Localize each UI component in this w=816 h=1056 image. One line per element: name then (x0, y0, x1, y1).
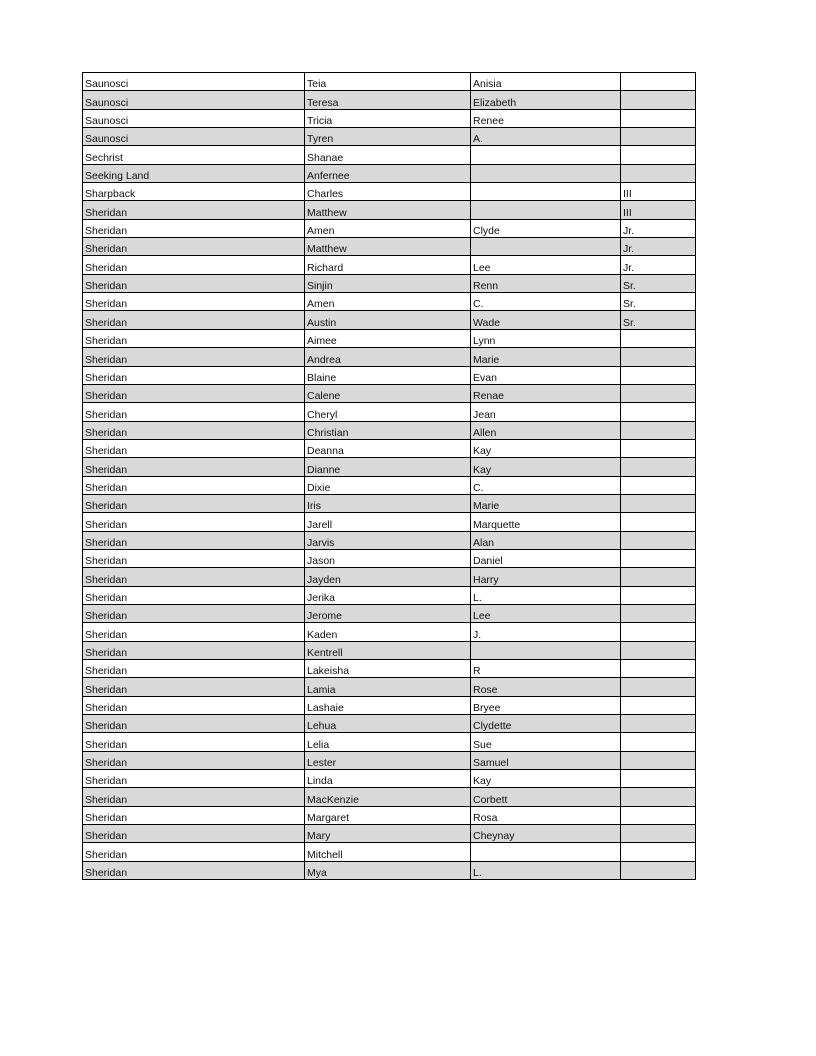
table-row (83, 366, 696, 384)
table-row (83, 770, 696, 788)
table-row (83, 238, 696, 256)
middle-name-cell: Marie (471, 348, 621, 366)
middle-name-cell: Evan (471, 366, 621, 384)
suffix-cell (621, 366, 696, 384)
last-name-cell: Sheridan (83, 476, 305, 494)
first-name-cell: Matthew (305, 238, 471, 256)
middle-name-cell: Allen (471, 421, 621, 439)
suffix-cell (621, 329, 696, 347)
suffix-cell (621, 604, 696, 622)
first-name-cell: Sinjin (305, 274, 471, 292)
table-row (83, 678, 696, 696)
last-name-cell: Saunosci (83, 91, 305, 109)
first-name-cell: Deanna (305, 439, 471, 457)
last-name-cell: Sheridan (83, 366, 305, 384)
suffix-cell (621, 678, 696, 696)
suffix-cell (621, 715, 696, 733)
last-name-cell: Sheridan (83, 751, 305, 769)
first-name-cell: Lamia (305, 678, 471, 696)
suffix-cell (621, 751, 696, 769)
suffix-cell (621, 696, 696, 714)
table-row (83, 458, 696, 476)
suffix-cell (621, 421, 696, 439)
first-name-cell: Richard (305, 256, 471, 274)
suffix-cell (621, 623, 696, 641)
first-name-cell: Tricia (305, 109, 471, 127)
suffix-cell (621, 788, 696, 806)
middle-name-cell: Kay (471, 770, 621, 788)
first-name-cell: Teresa (305, 91, 471, 109)
table-row (83, 825, 696, 843)
table-row (83, 439, 696, 457)
first-name-cell: Kaden (305, 623, 471, 641)
last-name-cell: Sheridan (83, 623, 305, 641)
last-name-cell: Sheridan (83, 715, 305, 733)
first-name-cell: Lehua (305, 715, 471, 733)
table-row (83, 311, 696, 329)
middle-name-cell: Corbett (471, 788, 621, 806)
last-name-cell: Sheridan (83, 329, 305, 347)
middle-name-cell (471, 146, 621, 164)
first-name-cell: Cheryl (305, 403, 471, 421)
table-row (83, 531, 696, 549)
middle-name-cell: Marquette (471, 513, 621, 531)
table-row (83, 641, 696, 659)
first-name-cell: Jerome (305, 604, 471, 622)
first-name-cell: Lelia (305, 733, 471, 751)
middle-name-cell: Clydette (471, 715, 621, 733)
last-name-cell: Saunosci (83, 128, 305, 146)
first-name-cell: Christian (305, 421, 471, 439)
middle-name-cell: Clyde (471, 219, 621, 237)
middle-name-cell: Jean (471, 403, 621, 421)
middle-name-cell: R (471, 660, 621, 678)
middle-name-cell: Marie (471, 494, 621, 512)
middle-name-cell: Samuel (471, 751, 621, 769)
last-name-cell: Sheridan (83, 311, 305, 329)
table-row (83, 660, 696, 678)
last-name-cell: Sheridan (83, 843, 305, 861)
table-row (83, 586, 696, 604)
first-name-cell: Jarvis (305, 531, 471, 549)
table-row (83, 861, 696, 879)
first-name-cell: Matthew (305, 201, 471, 219)
last-name-cell: Sheridan (83, 384, 305, 402)
first-name-cell: Tyren (305, 128, 471, 146)
middle-name-cell: Lee (471, 256, 621, 274)
suffix-cell (621, 733, 696, 751)
first-name-cell: Jason (305, 549, 471, 567)
middle-name-cell (471, 183, 621, 201)
table-row (83, 843, 696, 861)
table-row (83, 219, 696, 237)
suffix-cell (621, 549, 696, 567)
last-name-cell: Sheridan (83, 219, 305, 237)
first-name-cell: Anfernee (305, 164, 471, 182)
last-name-cell: Sheridan (83, 861, 305, 879)
first-name-cell: Dixie (305, 476, 471, 494)
table-row (83, 293, 696, 311)
middle-name-cell: Rosa (471, 806, 621, 824)
suffix-cell: Sr. (621, 274, 696, 292)
first-name-cell: Mitchell (305, 843, 471, 861)
suffix-cell: Sr. (621, 311, 696, 329)
table-row (83, 751, 696, 769)
suffix-cell (621, 109, 696, 127)
first-name-cell: Jerika (305, 586, 471, 604)
suffix-cell (621, 641, 696, 659)
table-row (83, 513, 696, 531)
suffix-cell: III (621, 183, 696, 201)
table-row (83, 256, 696, 274)
last-name-cell: Sheridan (83, 348, 305, 366)
roster-table-body (83, 73, 696, 880)
last-name-cell: Sharpback (83, 183, 305, 201)
last-name-cell: Sheridan (83, 274, 305, 292)
suffix-cell (621, 73, 696, 91)
table-row (83, 73, 696, 91)
table-row (83, 348, 696, 366)
first-name-cell: Lester (305, 751, 471, 769)
last-name-cell: Sheridan (83, 238, 305, 256)
suffix-cell (621, 128, 696, 146)
first-name-cell: Amen (305, 293, 471, 311)
table-row (83, 733, 696, 751)
last-name-cell: Sheridan (83, 494, 305, 512)
last-name-cell: Sheridan (83, 531, 305, 549)
table-row (83, 183, 696, 201)
suffix-cell (621, 586, 696, 604)
middle-name-cell (471, 843, 621, 861)
table-row (83, 715, 696, 733)
suffix-cell: Sr. (621, 293, 696, 311)
last-name-cell: Sheridan (83, 788, 305, 806)
first-name-cell: Mary (305, 825, 471, 843)
suffix-cell (621, 513, 696, 531)
table-row (83, 146, 696, 164)
middle-name-cell: Bryee (471, 696, 621, 714)
table-row (83, 109, 696, 127)
first-name-cell: Linda (305, 770, 471, 788)
table-row (83, 329, 696, 347)
suffix-cell (621, 164, 696, 182)
middle-name-cell: Renae (471, 384, 621, 402)
last-name-cell: Sheridan (83, 696, 305, 714)
suffix-cell (621, 146, 696, 164)
suffix-cell: Jr. (621, 219, 696, 237)
table-row (83, 623, 696, 641)
name-roster-table (82, 72, 696, 880)
first-name-cell: Iris (305, 494, 471, 512)
last-name-cell: Sechrist (83, 146, 305, 164)
first-name-cell: Dianne (305, 458, 471, 476)
last-name-cell: Sheridan (83, 256, 305, 274)
suffix-cell (621, 476, 696, 494)
last-name-cell: Seeking Land (83, 164, 305, 182)
middle-name-cell: Rose (471, 678, 621, 696)
table-row (83, 568, 696, 586)
middle-name-cell: Wade (471, 311, 621, 329)
middle-name-cell: Lynn (471, 329, 621, 347)
first-name-cell: Jarell (305, 513, 471, 531)
suffix-cell (621, 531, 696, 549)
table-row (83, 164, 696, 182)
first-name-cell: Jayden (305, 568, 471, 586)
middle-name-cell: C. (471, 293, 621, 311)
first-name-cell: Mya (305, 861, 471, 879)
middle-name-cell (471, 201, 621, 219)
last-name-cell: Sheridan (83, 825, 305, 843)
last-name-cell: Sheridan (83, 770, 305, 788)
middle-name-cell: Sue (471, 733, 621, 751)
first-name-cell: Blaine (305, 366, 471, 384)
suffix-cell (621, 458, 696, 476)
first-name-cell: Shanae (305, 146, 471, 164)
last-name-cell: Sheridan (83, 806, 305, 824)
middle-name-cell: Kay (471, 439, 621, 457)
suffix-cell: Jr. (621, 238, 696, 256)
suffix-cell (621, 403, 696, 421)
first-name-cell: Kentrell (305, 641, 471, 659)
first-name-cell: Lashaie (305, 696, 471, 714)
middle-name-cell: C. (471, 476, 621, 494)
table-row (83, 696, 696, 714)
first-name-cell: Calene (305, 384, 471, 402)
middle-name-cell: Daniel (471, 549, 621, 567)
last-name-cell: Sheridan (83, 403, 305, 421)
last-name-cell: Sheridan (83, 293, 305, 311)
suffix-cell (621, 568, 696, 586)
suffix-cell: III (621, 201, 696, 219)
last-name-cell: Sheridan (83, 549, 305, 567)
last-name-cell: Sheridan (83, 641, 305, 659)
last-name-cell: Sheridan (83, 604, 305, 622)
suffix-cell (621, 825, 696, 843)
first-name-cell: Charles (305, 183, 471, 201)
suffix-cell (621, 660, 696, 678)
last-name-cell: Sheridan (83, 568, 305, 586)
first-name-cell: Amen (305, 219, 471, 237)
last-name-cell: Sheridan (83, 439, 305, 457)
last-name-cell: Sheridan (83, 458, 305, 476)
last-name-cell: Saunosci (83, 73, 305, 91)
suffix-cell (621, 770, 696, 788)
middle-name-cell (471, 238, 621, 256)
table-row (83, 788, 696, 806)
last-name-cell: Saunosci (83, 109, 305, 127)
table-row (83, 604, 696, 622)
table-row (83, 476, 696, 494)
first-name-cell: Lakeisha (305, 660, 471, 678)
suffix-cell (621, 348, 696, 366)
first-name-cell: Austin (305, 311, 471, 329)
middle-name-cell (471, 164, 621, 182)
last-name-cell: Sheridan (83, 513, 305, 531)
middle-name-cell: Renn (471, 274, 621, 292)
middle-name-cell: Renee (471, 109, 621, 127)
last-name-cell: Sheridan (83, 586, 305, 604)
middle-name-cell: J. (471, 623, 621, 641)
first-name-cell: Teia (305, 73, 471, 91)
middle-name-cell: Cheynay (471, 825, 621, 843)
middle-name-cell: Anisia (471, 73, 621, 91)
table-row (83, 549, 696, 567)
suffix-cell (621, 384, 696, 402)
table-row (83, 494, 696, 512)
suffix-cell (621, 861, 696, 879)
middle-name-cell (471, 641, 621, 659)
table-row (83, 421, 696, 439)
last-name-cell: Sheridan (83, 733, 305, 751)
table-row (83, 91, 696, 109)
last-name-cell: Sheridan (83, 660, 305, 678)
suffix-cell (621, 806, 696, 824)
last-name-cell: Sheridan (83, 201, 305, 219)
first-name-cell: Andrea (305, 348, 471, 366)
table-row (83, 274, 696, 292)
middle-name-cell: Kay (471, 458, 621, 476)
suffix-cell (621, 439, 696, 457)
table-row (83, 806, 696, 824)
first-name-cell: MacKenzie (305, 788, 471, 806)
first-name-cell: Margaret (305, 806, 471, 824)
middle-name-cell: L. (471, 861, 621, 879)
suffix-cell (621, 494, 696, 512)
suffix-cell: Jr. (621, 256, 696, 274)
last-name-cell: Sheridan (83, 678, 305, 696)
table-row (83, 201, 696, 219)
middle-name-cell: Lee (471, 604, 621, 622)
suffix-cell (621, 843, 696, 861)
middle-name-cell: L. (471, 586, 621, 604)
suffix-cell (621, 91, 696, 109)
middle-name-cell: Alan (471, 531, 621, 549)
first-name-cell: Aimee (305, 329, 471, 347)
table-row (83, 403, 696, 421)
middle-name-cell: Harry (471, 568, 621, 586)
table-row (83, 128, 696, 146)
table-row (83, 384, 696, 402)
middle-name-cell: Elizabeth (471, 91, 621, 109)
last-name-cell: Sheridan (83, 421, 305, 439)
middle-name-cell: A. (471, 128, 621, 146)
